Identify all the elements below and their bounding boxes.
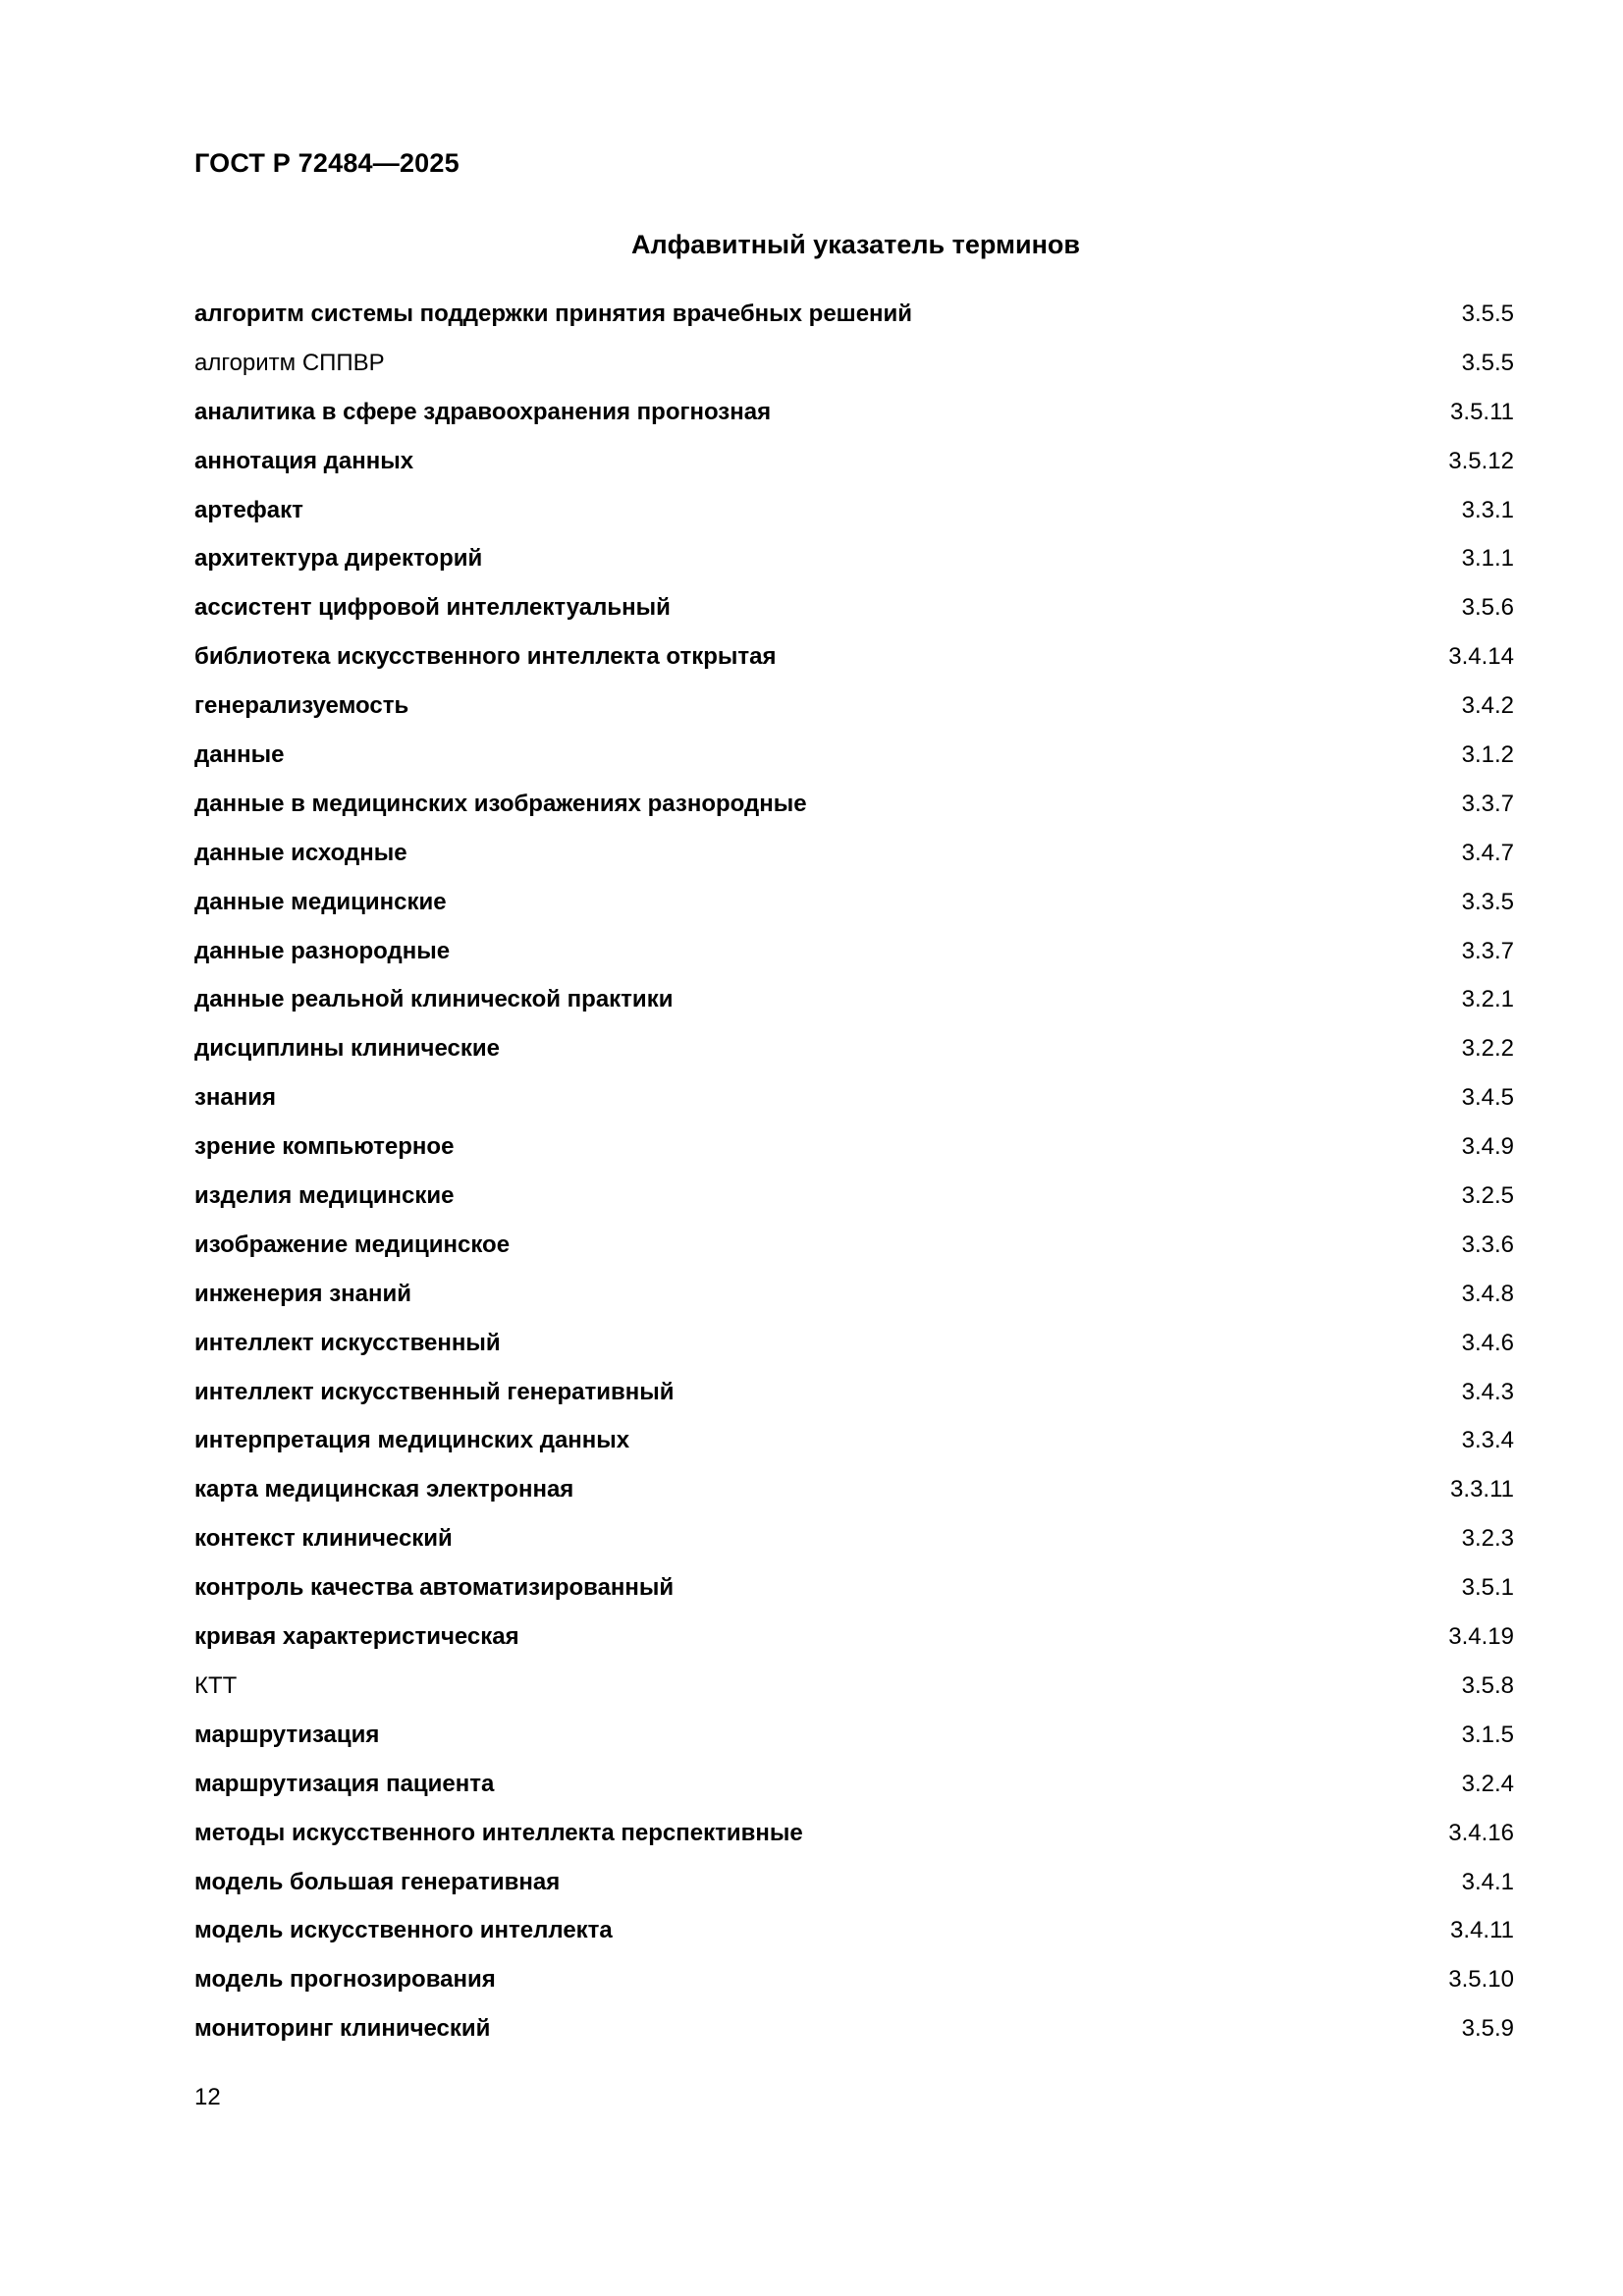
term-reference: 3.4.16 [1448, 1819, 1514, 1846]
term-reference: 3.4.1 [1461, 1868, 1514, 1895]
term-reference: 3.1.5 [1461, 1721, 1514, 1748]
term-reference: 3.4.11 [1450, 1917, 1514, 1944]
term-entry [194, 1329, 1514, 1378]
term-name: изображение медицинское [194, 1230, 511, 1258]
term-name: модель искусственного интеллекта [194, 1917, 613, 1944]
term-name: маршрутизация [194, 1721, 380, 1748]
term-entry [194, 691, 1514, 740]
term-name: мониторинг клинический [194, 2015, 491, 2043]
term-reference: 3.3.7 [1461, 790, 1514, 817]
term-entry [194, 1524, 1514, 1573]
term-entry [194, 740, 1514, 790]
term-name: методы искусственного интеллекта перспективные [194, 1819, 803, 1846]
term-name: архитектура директорий [194, 545, 483, 573]
term-entry [194, 937, 1514, 986]
term-name: контроль качества автоматизированный [194, 1574, 675, 1602]
term-entry [194, 1573, 1514, 1622]
term-reference: 3.4.2 [1461, 692, 1514, 720]
term-reference: 3.2.3 [1461, 1525, 1514, 1553]
term-reference: 3.4.14 [1448, 643, 1514, 671]
term-reference: 3.2.2 [1461, 1035, 1514, 1063]
term-reference: 3.3.11 [1450, 1476, 1514, 1503]
term-name: кривая характеристическая [194, 1623, 519, 1651]
term-entry [194, 1916, 1514, 1965]
term-name: данные разнородные [194, 937, 451, 964]
term-entry [194, 496, 1514, 545]
term-entry [194, 1378, 1514, 1427]
term-name: интерпретация медицинских данных [194, 1427, 630, 1454]
term-entry [194, 593, 1514, 642]
term-reference: 3.4.3 [1461, 1378, 1514, 1405]
term-name: интеллект искусственный [194, 1329, 501, 1356]
term-reference: 3.5.5 [1461, 349, 1514, 376]
term-name: генерализуемость [194, 692, 409, 720]
term-entry [194, 1622, 1514, 1671]
term-reference: 3.2.5 [1461, 1182, 1514, 1210]
term-entry [194, 1819, 1514, 1868]
term-reference: 3.4.9 [1461, 1133, 1514, 1161]
term-name: контекст клинический [194, 1525, 453, 1553]
term-reference: 3.2.4 [1461, 1770, 1514, 1797]
term-entry [194, 349, 1514, 398]
term-reference: 3.3.1 [1461, 496, 1514, 523]
term-reference: 3.3.6 [1461, 1230, 1514, 1258]
term-name: данные в медицинских изображениях разнородные [194, 790, 807, 817]
term-reference: 3.1.2 [1461, 741, 1514, 769]
term-entry [194, 1965, 1514, 2014]
term-entry [194, 839, 1514, 888]
term-reference: 3.3.7 [1461, 937, 1514, 964]
term-reference: 3.1.1 [1461, 545, 1514, 573]
term-entry [194, 1280, 1514, 1329]
term-name: данные исходные [194, 839, 407, 866]
term-entry [194, 985, 1514, 1034]
term-name: данные [194, 741, 285, 769]
term-name: маршрутизация пациента [194, 1770, 495, 1797]
term-index-list [194, 300, 1514, 2063]
term-entry [194, 790, 1514, 839]
term-name: аннотация данных [194, 447, 414, 474]
term-entry [194, 1230, 1514, 1280]
term-reference: 3.5.11 [1450, 398, 1514, 425]
term-reference: 3.5.10 [1448, 1966, 1514, 1994]
term-entry [194, 1475, 1514, 1524]
term-name: КТТ [194, 1671, 238, 1699]
term-reference: 3.3.5 [1461, 888, 1514, 915]
term-entry [194, 1868, 1514, 1917]
term-reference: 3.4.19 [1448, 1623, 1514, 1651]
term-entry [194, 1181, 1514, 1230]
term-name: модель прогнозирования [194, 1966, 496, 1994]
term-entry [194, 398, 1514, 447]
term-name: модель большая генеративная [194, 1868, 561, 1895]
term-reference: 3.4.8 [1461, 1280, 1514, 1307]
term-name: аналитика в сфере здравоохранения прогнозная [194, 398, 772, 425]
term-entry [194, 447, 1514, 496]
term-reference: 3.5.8 [1461, 1671, 1514, 1699]
term-name: интеллект искусственный генеративный [194, 1378, 675, 1405]
term-name: зрение компьютерное [194, 1133, 455, 1161]
term-name: инженерия знаний [194, 1280, 412, 1307]
term-entry [194, 1083, 1514, 1132]
term-entry [194, 1132, 1514, 1181]
term-reference: 3.5.6 [1461, 594, 1514, 622]
term-entry [194, 1034, 1514, 1083]
term-entry [194, 888, 1514, 937]
term-reference: 3.4.5 [1461, 1084, 1514, 1112]
document-code: ГОСТ Р 72484—2025 [194, 148, 460, 178]
term-reference: 3.5.9 [1461, 2015, 1514, 2043]
term-entry [194, 2014, 1514, 2063]
term-name: данные реальной клинической практики [194, 986, 674, 1013]
term-name: алгоритм системы поддержки принятия врачебных решений [194, 301, 913, 327]
term-name: данные медицинские [194, 888, 447, 915]
term-entry [194, 544, 1514, 593]
index-title: Алфавитный указатель терминов [631, 230, 1080, 259]
term-name: карта медицинская электронная [194, 1476, 574, 1503]
term-name: библиотека искусственного интеллекта открытая [194, 643, 777, 671]
term-name: дисциплины клинические [194, 1035, 500, 1063]
term-name: артефакт [194, 496, 303, 523]
term-reference: 3.4.7 [1461, 839, 1514, 866]
term-reference: 3.2.1 [1461, 986, 1514, 1013]
term-name: ассистент цифровой интеллектуальный [194, 594, 671, 622]
term-reference: 3.4.6 [1461, 1329, 1514, 1356]
term-reference: 3.3.4 [1461, 1427, 1514, 1454]
term-entry [194, 1721, 1514, 1770]
term-entry [194, 1671, 1514, 1721]
term-reference: 3.5.5 [1461, 301, 1514, 327]
term-name: знания [194, 1084, 277, 1112]
term-entry [194, 642, 1514, 691]
term-name: алгоритм СППВР [194, 349, 385, 376]
page-number: 12 [194, 2084, 221, 2110]
term-entry [194, 300, 1514, 349]
term-reference: 3.5.12 [1448, 447, 1514, 474]
term-reference: 3.5.1 [1461, 1574, 1514, 1602]
term-entry [194, 1426, 1514, 1475]
term-entry [194, 1770, 1514, 1819]
term-name: изделия медицинские [194, 1182, 455, 1210]
